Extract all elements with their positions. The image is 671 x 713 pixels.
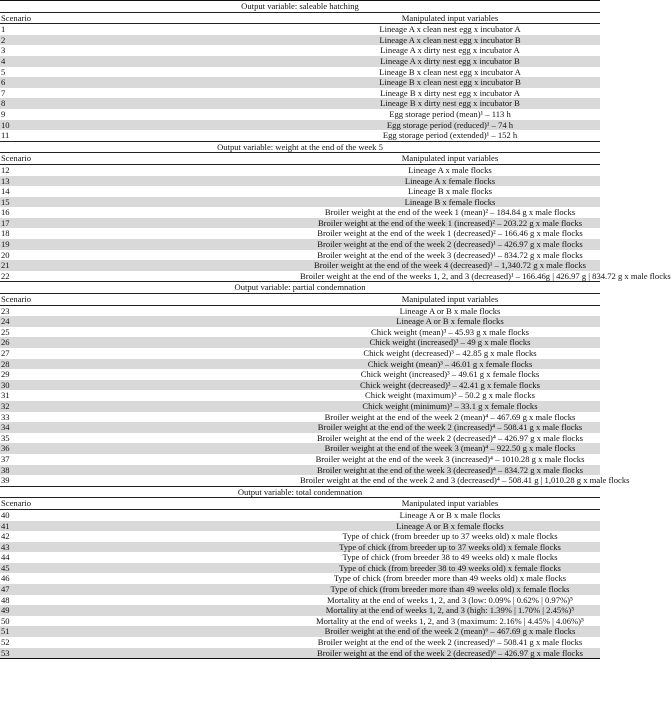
table-row bbox=[0, 359, 600, 370]
scenario-number: 48 bbox=[1, 594, 10, 605]
table-row bbox=[0, 56, 600, 67]
scenario-number: 38 bbox=[0, 465, 300, 476]
scenario-description: Egg storage period (extended)¹ – 152 h bbox=[382, 130, 518, 141]
scenario-description: Lineage B x clean nest egg x incubator A bbox=[379, 66, 521, 77]
scenario-number: 11 bbox=[1, 130, 10, 141]
scenario-description: Chick weight (increased)³ – 49 g x male flocks bbox=[300, 337, 600, 348]
table-row bbox=[0, 218, 600, 229]
section-title: Output variable: saleable hatching bbox=[0, 1, 600, 13]
scenario-description: Lineage B x dirty nest egg x incubator A bbox=[380, 87, 520, 98]
table-row bbox=[0, 316, 600, 327]
scenario-number: 49 bbox=[0, 605, 300, 616]
scenario-description: Broiler weight at the end of the week 4 (decreased)¹ – 1,340.72 g x male flocks bbox=[300, 260, 600, 271]
scenario-description: Egg storage period (reduced)¹ – 74 h bbox=[300, 120, 600, 131]
scenario-number: 32 bbox=[0, 401, 300, 412]
table-row bbox=[0, 228, 600, 239]
scenario-description: Lineage A x clean nest egg x incubator B bbox=[300, 35, 600, 46]
scenario-description: Lineage A or B x female flocks bbox=[300, 521, 600, 532]
scenario-number: 34 bbox=[0, 422, 300, 433]
scenario-description: Lineage B x dirty nest egg x incubator B bbox=[300, 98, 600, 109]
scenario-number: 35 bbox=[1, 432, 10, 443]
scenario-description: Mortality at the end of weeks 1, 2, and 3 (low: 0.09% | 0.62% | 0.97%)⁵ bbox=[326, 594, 574, 605]
scenario-description: Broiler weight at the end of the week 3 (decreased)⁴ – 834.72 g x male flocks bbox=[300, 465, 600, 476]
scenario-number: 33 bbox=[1, 411, 10, 422]
table-row bbox=[0, 250, 600, 261]
scenario-number: 47 bbox=[0, 584, 300, 595]
table-row bbox=[0, 35, 600, 46]
scenario-description: Lineage A x male flocks bbox=[408, 164, 492, 175]
table-row bbox=[0, 305, 600, 316]
scenario-description: Chick weight (mean)³ – 46.01 g x female flocks bbox=[300, 359, 600, 370]
scenario-description: Broiler weight at the end of the week 2 (decreased)⁶ – 426.97 g x male flocks bbox=[300, 648, 600, 659]
table-row bbox=[0, 509, 600, 520]
table-row bbox=[0, 271, 600, 282]
table-row bbox=[0, 348, 600, 359]
scenario-description: Type of chick (from breeder more than 49 weeks old) x male flocks bbox=[333, 573, 567, 584]
table-row bbox=[0, 454, 600, 465]
scenario-description: Chick weight (minimum)³ – 33.1 g x female flocks bbox=[300, 401, 600, 412]
scenario-number: 19 bbox=[0, 239, 300, 250]
scenario-number: 14 bbox=[1, 186, 10, 197]
scenario-description: Type of chick (from breeder more than 49 weeks old) x female flocks bbox=[300, 584, 600, 595]
scenario-description: Broiler weight at the end of the week 1 (mean)² – 184.84 g x male flocks bbox=[324, 207, 576, 218]
table-row bbox=[0, 573, 600, 584]
scenario-number: 36 bbox=[0, 443, 300, 454]
scenario-header: Scenario bbox=[0, 153, 300, 165]
table-row bbox=[0, 465, 600, 476]
table-row bbox=[0, 239, 600, 250]
section-title-row bbox=[0, 1, 600, 13]
scenario-number: 5 bbox=[1, 66, 6, 77]
scenario-number: 16 bbox=[1, 207, 10, 218]
table-row bbox=[0, 542, 600, 553]
table-row bbox=[0, 197, 600, 208]
scenario-number: 42 bbox=[1, 531, 10, 542]
table-row bbox=[0, 120, 600, 131]
scenario-number: 44 bbox=[1, 552, 10, 563]
scenario-number: 17 bbox=[0, 218, 300, 229]
scenario-description: Lineage B x male flocks bbox=[408, 186, 492, 197]
table-row bbox=[0, 207, 600, 218]
scenario-description: Lineage B x female flocks bbox=[300, 197, 600, 208]
table-row bbox=[0, 77, 600, 88]
table-row bbox=[0, 327, 600, 338]
scenario-number: 31 bbox=[1, 390, 10, 401]
table-row bbox=[0, 475, 600, 486]
scenario-description: Type of chick (from breeder up to 37 weeks old) x male flocks bbox=[342, 531, 558, 542]
table-row bbox=[0, 176, 600, 187]
table-row bbox=[0, 24, 600, 35]
section-title-row bbox=[0, 141, 600, 153]
scenario-number: 25 bbox=[1, 326, 10, 337]
scenario-number: 37 bbox=[1, 453, 10, 464]
section-title-row bbox=[0, 486, 600, 498]
scenario-number: 29 bbox=[1, 369, 10, 380]
table-row bbox=[0, 98, 600, 109]
table-row bbox=[0, 45, 600, 56]
scenario-number: 53 bbox=[0, 648, 300, 659]
scenario-description: Chick weight (decreased)³ – 42.41 g x female flocks bbox=[300, 380, 600, 391]
table-row bbox=[0, 584, 600, 595]
scenario-description: Chick weight (mean)³ – 45.93 g x male flocks bbox=[371, 326, 529, 337]
scenario-number: 26 bbox=[0, 337, 300, 348]
scenario-description: Type of chick (from breeder up to 37 weeks old) x female flocks bbox=[300, 542, 600, 553]
scenario-number: 21 bbox=[0, 260, 300, 271]
scenario-description: Broiler weight at the end of the week 2 and 3 (decreased)⁴ – 508.41 g | 1,010.28 g x male flocks bbox=[300, 475, 630, 486]
table-row bbox=[0, 337, 600, 348]
table-row bbox=[0, 109, 600, 120]
scenario-number: 13 bbox=[0, 176, 300, 187]
scenario-number: 41 bbox=[0, 521, 300, 532]
table-row bbox=[0, 380, 600, 391]
column-header-row bbox=[0, 294, 600, 306]
scenario-number: 7 bbox=[1, 87, 6, 98]
scenario-description: Broiler weight at the end of the week 3 (decreased)¹ – 834.72 g x male flocks bbox=[317, 249, 583, 260]
scenario-number: 45 bbox=[0, 563, 300, 574]
scenario-description: Broiler weight at the end of the week 2 (mean)⁶ – 467.69 g x male flocks bbox=[300, 626, 600, 637]
scenario-header: Scenario bbox=[0, 294, 300, 306]
scenario-description: Type of chick (from breeder 38 to 49 weeks old) x male flocks bbox=[342, 552, 558, 563]
scenario-description: Chick weight (increased)³ – 49.61 g x female flocks bbox=[360, 369, 540, 380]
table-row bbox=[0, 626, 600, 637]
scenario-description: Lineage A x clean nest egg x incubator A bbox=[379, 24, 521, 35]
section-title: Output variable: partial condemnation bbox=[0, 282, 600, 294]
scenario-number: 43 bbox=[0, 542, 300, 553]
table-row bbox=[0, 390, 600, 401]
table-row bbox=[0, 563, 600, 574]
scenario-description: Lineage A x female flocks bbox=[300, 176, 600, 187]
table-row bbox=[0, 401, 600, 412]
table-row bbox=[0, 616, 600, 627]
scenario-description: Lineage A or B x male flocks bbox=[399, 305, 501, 316]
scenario-description: Lineage B x clean nest egg x incubator B bbox=[300, 77, 600, 88]
table-row bbox=[0, 88, 600, 99]
input-variables-header: Manipulated input variables bbox=[300, 12, 600, 24]
scenario-description: Broiler weight at the end of the week 3 (increased)⁴ – 1010.28 g x male flocks bbox=[315, 453, 585, 464]
input-variables-header: Manipulated input variables bbox=[300, 153, 600, 165]
scenario-number: 52 bbox=[1, 637, 10, 648]
scenario-description: Broiler weight at the end of the week 2 (decreased)⁴ – 426.97 g x male flocks bbox=[317, 432, 583, 443]
table-row bbox=[0, 637, 600, 648]
section-title-row bbox=[0, 282, 600, 294]
scenario-description: Lineage A or B x male flocks bbox=[399, 509, 501, 520]
scenario-number: 1 bbox=[1, 24, 6, 35]
scenario-description: Broiler weight at the end of the week 3 (mean)⁴ – 922.50 g x male flocks bbox=[300, 443, 600, 454]
scenario-description: Mortality at the end of weeks 1, 2, and 3 (high: 1.39% | 1.70% | 2.45%)⁵ bbox=[300, 605, 600, 616]
scenario-number: 18 bbox=[1, 228, 10, 239]
table-row bbox=[0, 521, 600, 532]
input-variables-header: Manipulated input variables bbox=[300, 294, 600, 306]
scenario-number: 2 bbox=[0, 35, 300, 46]
scenario-number: 30 bbox=[0, 380, 300, 391]
column-header-row bbox=[0, 153, 600, 165]
scenario-description: Chick weight (decreased)³ – 42.85 g x male flocks bbox=[363, 348, 537, 358]
scenario-number: 10 bbox=[0, 120, 300, 131]
table-row bbox=[0, 67, 600, 78]
scenario-number: 46 bbox=[1, 573, 10, 584]
section-title: Output variable: total condemnation bbox=[0, 486, 600, 498]
table-row bbox=[0, 130, 600, 141]
scenario-number: 3 bbox=[1, 45, 6, 56]
scenario-table-body bbox=[0, 1, 671, 659]
table-row bbox=[0, 433, 600, 444]
scenario-number: 4 bbox=[0, 56, 300, 67]
scenario-number: 12 bbox=[1, 164, 10, 175]
table-row bbox=[0, 369, 600, 380]
scenario-description: Broiler weight at the end of the week 2 (mean)⁴ – 467.69 g x male flocks bbox=[324, 411, 576, 422]
table-row bbox=[0, 605, 600, 616]
scenario-number: 28 bbox=[0, 359, 300, 370]
scenario-number: 50 bbox=[1, 615, 10, 626]
table-row bbox=[0, 531, 600, 542]
scenario-description: Mortality at the end of weeks 1, 2, and 3 (maximum: 2.16% | 4.45% | 4.06%)⁵ bbox=[315, 615, 585, 626]
scenario-description: Broiler weight at the end of the week 2 (increased)⁴ – 508.41 g x male flocks bbox=[300, 422, 600, 433]
scenario-number: 9 bbox=[1, 108, 6, 119]
table-row bbox=[0, 552, 600, 563]
scenario-description: Broiler weight at the end of the week 2 (decreased)¹ – 426.97 g x male flocks bbox=[300, 239, 600, 250]
table-row bbox=[0, 260, 600, 271]
table-row bbox=[0, 164, 600, 175]
scenario-number: 39 bbox=[1, 475, 10, 486]
scenario-description: Lineage A x dirty nest egg x incubator B bbox=[300, 56, 600, 67]
scenario-description: Type of chick (from breeder 38 to 49 weeks old) x female flocks bbox=[300, 563, 600, 574]
scenario-description: Chick weight (maximum)³ – 50.2 g x male flocks bbox=[365, 390, 535, 401]
input-variables-header: Manipulated input variables bbox=[300, 498, 600, 510]
scenario-description: Broiler weight at the end of the week 1 (increased)² – 203.22 g x male flocks bbox=[300, 218, 600, 229]
scenario-number: 8 bbox=[0, 98, 300, 109]
table-row bbox=[0, 422, 600, 433]
scenario-number: 24 bbox=[0, 316, 300, 327]
scenario-header: Scenario bbox=[0, 498, 300, 510]
scenario-number: 40 bbox=[1, 509, 10, 520]
scenario-description: Broiler weight at the end of the week 2 (increased)⁶ – 508.41 g x male flocks bbox=[317, 637, 583, 648]
table-row bbox=[0, 595, 600, 606]
scenario-description: Lineage A x dirty nest egg x incubator A bbox=[380, 45, 520, 56]
scenario-number: 6 bbox=[0, 77, 300, 88]
scenario-number: 20 bbox=[1, 249, 10, 260]
table-row bbox=[0, 412, 600, 423]
table-row bbox=[0, 648, 600, 659]
scenario-number: 23 bbox=[1, 305, 10, 316]
table-row bbox=[0, 186, 600, 197]
scenario-header: Scenario bbox=[0, 12, 300, 24]
column-header-row bbox=[0, 498, 600, 510]
scenario-description: Broiler weight at the end of the weeks 1, 2, and 3 (decreased)¹ – 166.46g | 426.97 g | 834.72 g x male flocks bbox=[300, 270, 671, 281]
scenario-number: 22 bbox=[1, 270, 10, 281]
scenario-description: Broiler weight at the end of the week 1 (decreased)² – 166.46 g x male flocks bbox=[317, 228, 583, 239]
scenario-number: 27 bbox=[1, 348, 10, 358]
scenario-number: 51 bbox=[0, 626, 300, 637]
section-title: Output variable: weight at the end of the week 5 bbox=[0, 141, 600, 153]
column-header-row bbox=[0, 12, 600, 24]
scenario-description: Lineage A or B x female flocks bbox=[300, 316, 600, 327]
scenario-description: Egg storage period (mean)¹ – 113 h bbox=[389, 108, 511, 119]
table-row bbox=[0, 443, 600, 454]
scenario-number: 15 bbox=[0, 197, 300, 208]
